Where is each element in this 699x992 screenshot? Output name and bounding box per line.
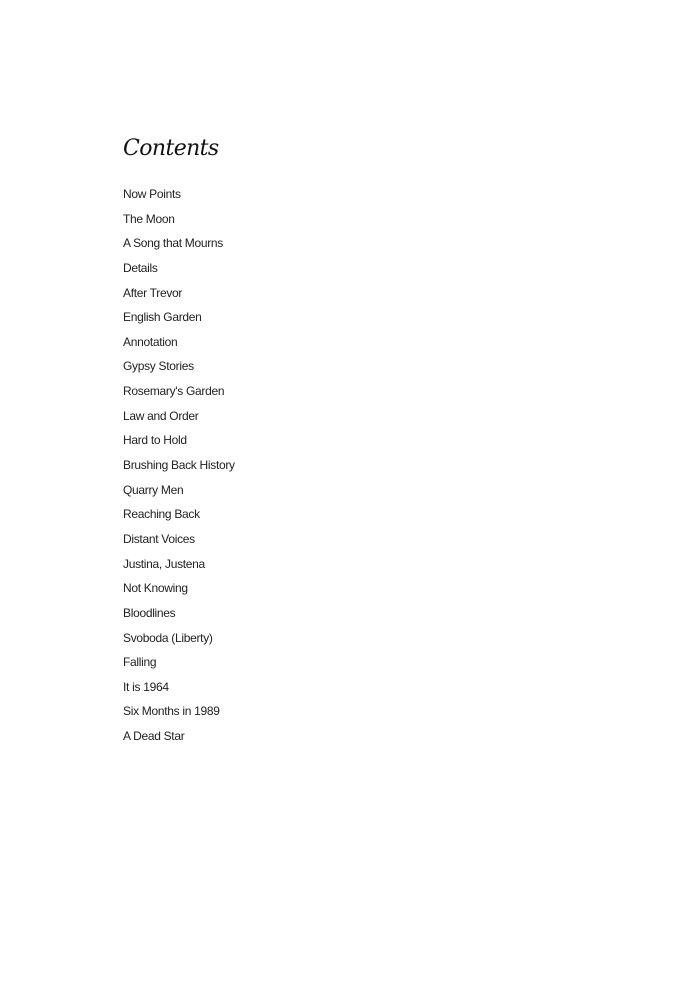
toc-entry: A Dead Star: [123, 729, 185, 744]
toc-entry: Distant Voices: [123, 531, 195, 546]
toc-entry: Details: [123, 260, 158, 275]
toc-entry: Gypsy Stories: [123, 359, 194, 374]
toc-entry: Svoboda (Liberty): [123, 630, 213, 645]
table-of-contents: [123, 183, 235, 750]
toc-entry: Six Months in 1989: [123, 704, 220, 719]
toc-entry: Law and Order: [123, 408, 199, 423]
toc-entry: A Song that Mourns: [123, 236, 223, 251]
toc-entry: Rosemary's Garden: [123, 384, 225, 399]
toc-entry: English Garden: [123, 310, 202, 325]
toc-entry: Justina, Justena: [123, 556, 205, 571]
toc-entry: Reaching Back: [123, 507, 200, 522]
toc-entry: Hard to Hold: [123, 433, 187, 448]
toc-entry: Quarry Men: [123, 482, 184, 497]
toc-entry: Bloodlines: [123, 605, 176, 620]
toc-entry: Not Knowing: [123, 581, 188, 596]
toc-entry: Now Points: [123, 187, 181, 201]
toc-entry: The Moon: [123, 211, 175, 226]
toc-entry: It is 1964: [123, 679, 169, 694]
toc-entry: Falling: [123, 655, 157, 670]
toc-entry: After Trevor: [123, 285, 183, 300]
toc-entry: Brushing Back History: [123, 458, 235, 473]
toc-entry: Annotation: [123, 334, 178, 349]
page-title: Contents: [123, 136, 219, 161]
